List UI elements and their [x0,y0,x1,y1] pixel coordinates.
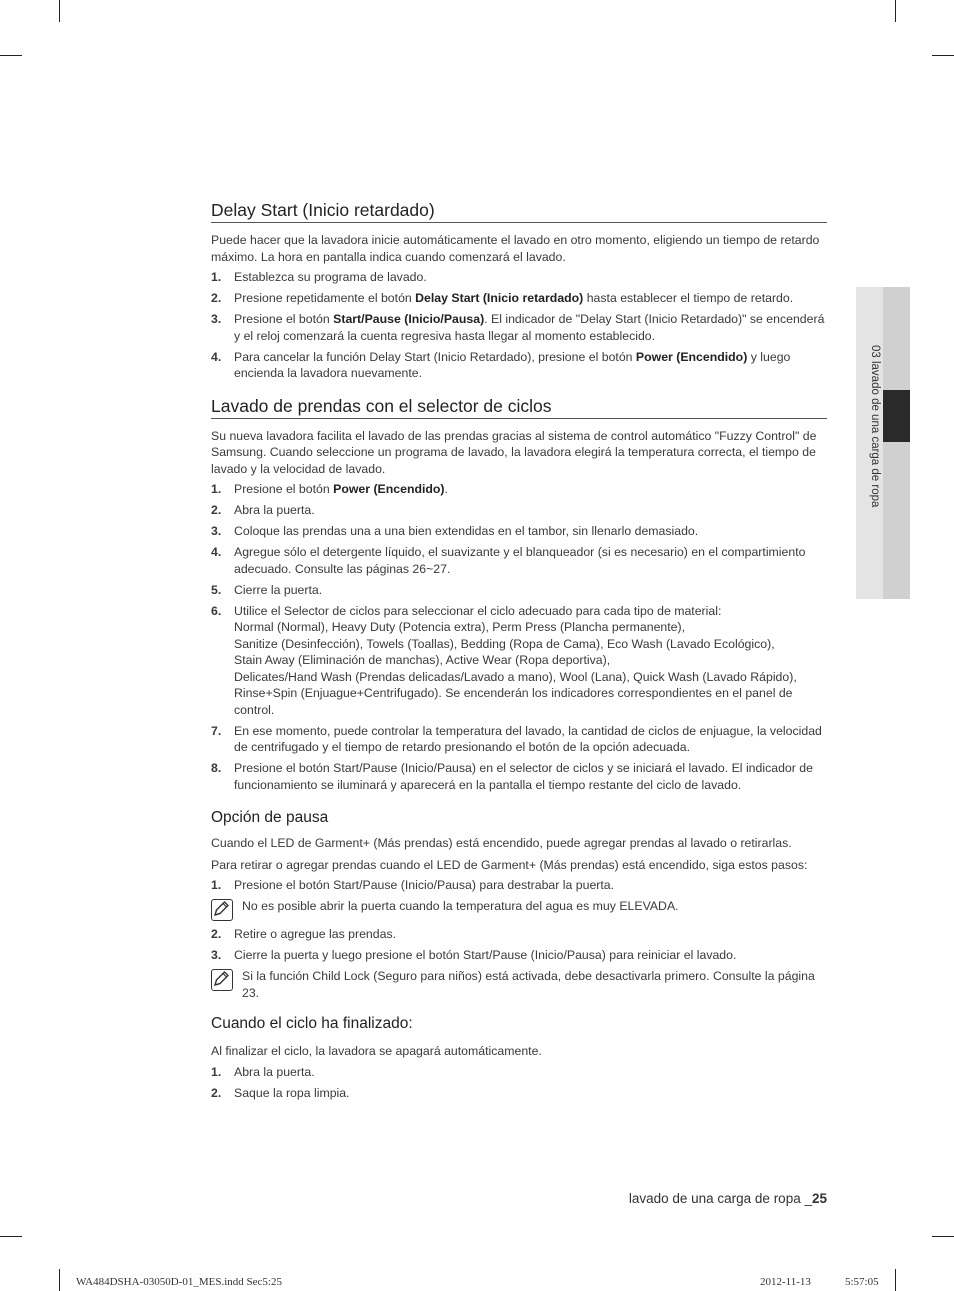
list-item [211,523,827,540]
step-text: Cierre la puerta y luego presione el botón Start/Pause (Inicio/Pausa) para reiniciar el lavado. [234,948,737,962]
list-item [211,582,827,599]
step-text-part: hasta establecer el tiempo de retardo. [583,291,794,305]
step-text-part: Para cancelar la función Delay Start (Inicio Retardado), presione el botón [234,349,636,364]
chapter-tab-marker [883,390,910,442]
list-item [211,926,827,943]
list-item [211,269,827,286]
footer-text: lavado de una carga de ropa _ [628,1191,812,1206]
list-item [211,603,827,719]
step-number: 3. [211,524,222,538]
page-footer [629,1191,827,1206]
note-icon [211,899,233,921]
section-intro: Su nueva lavadora facilita el lavado de las prendas gracias al sistema de control automático "Fuzzy Control" de Samsung. Cuando seleccione un programa de lavado, la lavadora elegirá la temperatura correcta, el tiempo de lavado y la velocidad de lavado. [211,428,817,476]
list-item [211,502,827,519]
cycle-selector-section [211,396,827,794]
list-item [211,723,827,756]
step-number: 7. [211,723,222,738]
step-text: Agregue sólo el detergente líquido, el suavizante y el blanqueador (si es necesario) en el compartimiento adecuado. Consulte las páginas 26~27. [234,545,806,576]
delay-start-section [211,200,827,382]
note-icon [211,969,233,991]
list-item [211,760,827,793]
step-text: Abra la puerta. [234,1064,315,1079]
button-name: Delay Start (Inicio retardado) [415,291,584,305]
step-text-part: Presione el botón [234,312,334,326]
step-text: Retire o agregue las prendas. [234,927,397,941]
step-number: 1. [211,270,222,284]
note [211,968,827,1001]
crop-mark [0,55,22,56]
step-text [234,481,827,498]
print-file-info: WA484DSHA-03050D-01_MES.indd Sec5:25 [76,1276,282,1288]
list-item [211,877,827,894]
list-item [211,544,827,577]
crop-mark [895,0,896,22]
button-name: Power (Encendido) [333,482,445,496]
step-text-part: . [444,482,448,496]
step-text: Abra la puerta. [234,503,315,517]
chapter-tab-label: 03 lavado de una carga de ropa [869,345,881,508]
paragraph: Para retirar o agregar prendas cuando el LED de Garment+ (Más prendas) está encendido, siga estos pasos: [211,857,808,872]
list-item [211,481,827,498]
step-text: Presione el botón Start/Pause (Inicio/Pausa) para destrabar la puerta. [234,878,615,892]
step-text [234,290,827,307]
step-number: 3. [211,948,222,962]
steps-list [211,269,827,382]
list-item [211,290,827,307]
step-number: 1. [211,878,222,892]
list-item [211,349,827,382]
print-time: 5:57:05 [845,1276,879,1288]
crop-mark [895,1269,896,1291]
button-name: Power (Encendido) [635,349,748,364]
step-text [234,349,827,382]
step-text-part: Presione el botón [234,482,334,496]
step-text [234,311,827,344]
step-number: 2. [211,927,222,941]
button-name: Start/Pause (Inicio/Pausa) [333,312,485,326]
page-content [211,200,827,1106]
section-title: Lavado de prendas con el selector de ciclos [211,396,827,419]
step-text-part: Presione repetidamente el botón [234,291,416,305]
note [211,898,827,920]
crop-mark [932,55,954,56]
step-text-part: . El indicador de "Delay Start (Inicio Retardado)" se encenderá y el reloj comenzará la cuenta regresiva hasta llegar al momento establecido. [234,312,825,343]
list-item [211,311,827,344]
section-intro: Puede hacer que la lavadora inicie automáticamente el lavado en otro momento, eligiendo un tiempo de retardo máximo. La hora en pantalla indica cuando comenzará el lavado. [211,233,820,264]
step-number: 4. [211,349,222,364]
steps-list [211,481,827,793]
list-item [211,947,827,964]
note-text: Si la función Child Lock (Seguro para niños) está activada, debe desactivarla primero. Consulte la página 23. [242,969,815,1000]
paragraph: Al finalizar el ciclo, la lavadora se apagará automáticamente. [211,1044,542,1058]
cycle-finished-section [211,1015,827,1101]
step-number: 4. [211,545,222,559]
subsection-title: Cuando el ciclo ha finalizado: [211,1015,413,1032]
print-date: 2012-11-13 [760,1276,811,1288]
step-number: 3. [211,312,222,326]
step-text: Cierre la puerta. [234,582,323,597]
list-item [211,1064,827,1081]
step-text: Coloque las prendas una a una bien extendidas en el tambor, sin llenarlo demasiado. [234,524,699,538]
step-number: 1. [211,482,222,496]
step-text-part: y luego encienda la lavadora nuevamente. [234,349,791,380]
section-title: Delay Start (Inicio retardado) [211,200,827,223]
step-number: 8. [211,761,222,775]
crop-mark [59,1269,60,1291]
step-text: Saque la ropa limpia. [234,1085,350,1100]
step-number: 6. [211,603,222,618]
note-pencil-icon [212,900,231,919]
step-text-part: Establezca su programa de lavado. [234,270,427,284]
chapter-tab-strip [883,287,910,599]
pause-option-section [211,809,827,1001]
list-item [211,1085,827,1102]
step-text: En ese momento, puede controlar la temperatura del lavado, la cantidad de ciclos de enjuague, la velocidad de centrifugado y el tiempo de retardo presionando el botón de la opción adecuada. [234,723,822,754]
note-text: No es posible abrir la puerta cuando la temperatura del agua es muy ELEVADA. [242,899,679,913]
crop-mark [0,1236,22,1237]
note-pencil-icon [212,970,231,989]
subsection-title: Opción de pausa [211,809,329,826]
crop-mark [932,1236,954,1237]
crop-mark [59,0,60,22]
step-text: Presione el botón Start/Pause (Inicio/Pausa) en el selector de ciclos y se iniciará el lavado. El indicador de funcionamiento se iluminará y aparecerá en la pantalla el tiempo restante del ciclo de lavado. [234,761,813,792]
step-number: 2. [211,291,222,305]
page-number: 25 [811,1191,827,1206]
step-number: 2. [211,1085,222,1100]
step-number: 2. [211,503,222,517]
step-number: 1. [211,1064,222,1079]
step-text [234,269,827,286]
paragraph: Cuando el LED de Garment+ (Más prendas) está encendido, puede agregar prendas al lavado o retirarlas. [211,836,792,850]
step-text: Utilice el Selector de ciclos para seleccionar el ciclo adecuado para cada tipo de material: Normal (Normal), Heavy Duty (Potencia extra), Perm Press (Plancha permanente), Sanitize (Desinfección), Towels (Toallas), Bedding (Ropa de Cama), Eco Wash (Lavado Ecológico), Stain Away (Eliminación de manchas), Active Wear (Ropa deportiva), Delicates/Hand Wash (Prendas delicadas/Lavado a mano), Wool (Lana), Quick Wash (Lavado Rápido), Rinse+Spin (Enjuague+Centrifugado). Se encenderán los indicadores correspondientes en el panel de control. [234,603,797,717]
step-number: 5. [211,582,222,597]
